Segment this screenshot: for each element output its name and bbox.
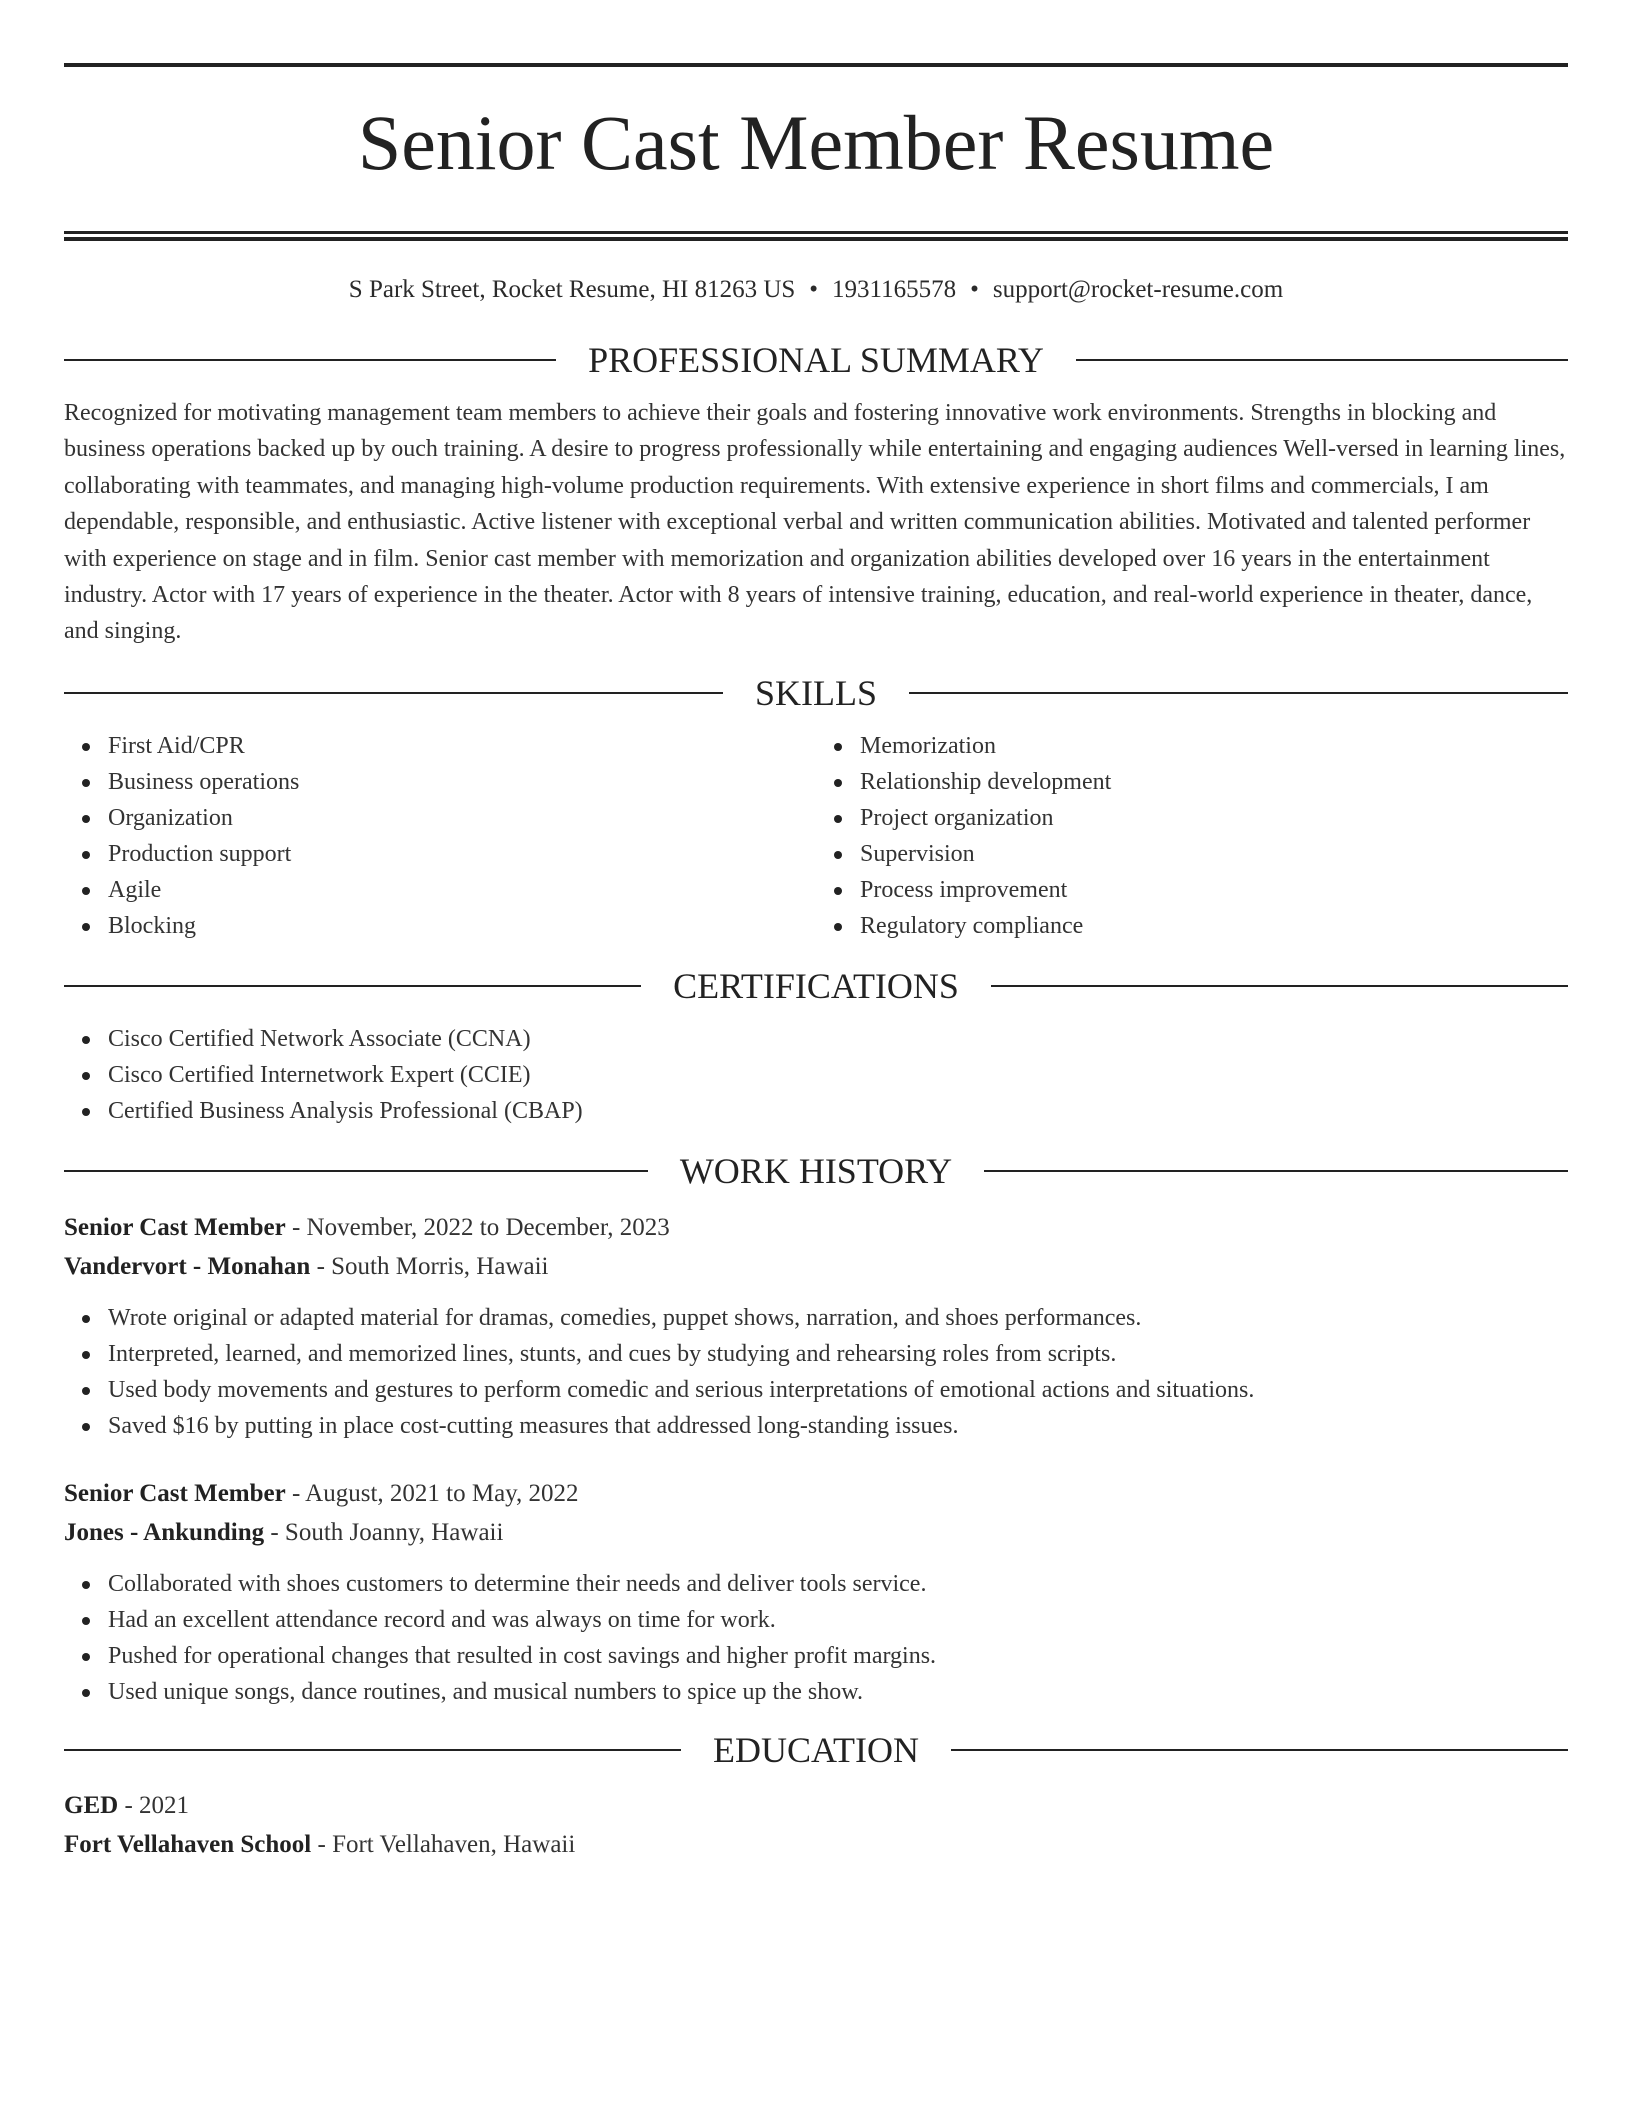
education-year: - 2021 [118, 1791, 190, 1819]
skill-item: First Aid/CPR [108, 728, 816, 764]
work-entry [64, 1474, 1568, 1710]
education-school-line [64, 1825, 1568, 1864]
divider-line [64, 692, 723, 694]
job-dates: - November, 2022 to December, 2023 [285, 1213, 670, 1241]
work-section-header [64, 1151, 1568, 1191]
skill-item: Project organization [860, 800, 1568, 836]
education-degree: GED [64, 1791, 119, 1819]
education-school: Fort Vellahaven School [64, 1830, 312, 1858]
divider-line [951, 1749, 1568, 1751]
job-title-line [64, 1474, 1568, 1513]
job-title-line [64, 1208, 1568, 1247]
skill-item: Blocking [108, 908, 816, 944]
certification-item: Cisco Certified Internetwork Expert (CCIE) [108, 1057, 1568, 1093]
skill-item: Agile [108, 872, 816, 908]
job-role: Senior Cast Member [64, 1213, 286, 1241]
contact-separator: • [970, 276, 979, 303]
divider-line [909, 692, 1568, 694]
skill-item: Business operations [108, 764, 816, 800]
skill-item: Organization [108, 800, 816, 836]
job-company-line [64, 1513, 1568, 1552]
certification-item: Certified Business Analysis Professional (CBAP) [108, 1093, 1568, 1129]
skill-item: Supervision [860, 836, 1568, 872]
job-dates: - August, 2021 to May, 2022 [285, 1479, 579, 1507]
contact-address: S Park Street, Rocket Resume, HI 81263 US [348, 276, 796, 303]
divider-line [1076, 359, 1568, 361]
job-bullet: Saved $16 by putting in place cost-cutting measures that addressed long-standing issues. [108, 1408, 1568, 1444]
page-title: Senior Cast Member Resume [357, 99, 1275, 186]
skills-grid [64, 728, 1568, 944]
job-company: Vandervort - Monahan [64, 1252, 311, 1280]
work-section-title: WORK HISTORY [679, 1150, 953, 1191]
education-location: - Fort Vellahaven, Hawaii [311, 1830, 576, 1858]
job-company-line [64, 1247, 1568, 1286]
job-bullet: Collaborated with shoes customers to determine their needs and deliver tools service. [108, 1566, 1568, 1602]
job-bullets [64, 1300, 1568, 1444]
certifications-section-header [64, 966, 1568, 1006]
certifications-list [64, 1021, 1568, 1129]
education-degree-line [64, 1786, 1568, 1825]
job-bullet: Pushed for operational changes that resulted in cost savings and higher profit margins. [108, 1638, 1568, 1674]
contact-separator: • [809, 276, 819, 303]
divider-line [991, 985, 1568, 987]
job-bullets [64, 1566, 1568, 1710]
skills-section-title: SKILLS [755, 672, 878, 713]
contact-email: support@rocket-resume.com [992, 276, 1284, 303]
job-role: Senior Cast Member [64, 1479, 286, 1507]
certifications-section-title: CERTIFICATIONS [673, 965, 959, 1006]
skill-item: Memorization [860, 728, 1568, 764]
summary-section-header [64, 340, 1568, 380]
skill-item: Process improvement [860, 872, 1568, 908]
job-location: - South Morris, Hawaii [310, 1252, 549, 1280]
skill-item: Relationship development [860, 764, 1568, 800]
job-bullet: Interpreted, learned, and memorized lines, stunts, and cues by studying and rehearsing roles from scripts. [108, 1336, 1568, 1372]
job-bullet: Wrote original or adapted material for dramas, comedies, puppet shows, narration, and shoes performances. [108, 1300, 1568, 1336]
divider-line [64, 985, 641, 987]
contact-phone: 1931165578 [832, 276, 957, 303]
skill-item: Production support [108, 836, 816, 872]
divider-line [64, 1749, 681, 1751]
skills-section-header [64, 673, 1568, 713]
contact-line [64, 275, 1568, 305]
job-bullet: Had an excellent attendance record and was always on time for work. [108, 1602, 1568, 1638]
job-company: Jones - Ankunding [64, 1518, 265, 1546]
title-double-rule [64, 231, 1568, 241]
job-bullet: Used unique songs, dance routines, and musical numbers to spice up the show. [108, 1674, 1568, 1710]
divider-line [64, 359, 556, 361]
education-section-title: EDUCATION [713, 1729, 919, 1770]
education-section-header [64, 1730, 1568, 1770]
certification-item: Cisco Certified Network Associate (CCNA) [108, 1021, 1568, 1057]
divider-line [64, 1170, 648, 1172]
skills-list-right [816, 728, 1568, 944]
work-entry [64, 1208, 1568, 1444]
summary-section-title: PROFESSIONAL SUMMARY [588, 340, 1044, 380]
summary-text: Recognized for motivating management team members to achieve their goals and fostering innovative work environments. Strengths in blocking and business operations backed up by ouch training. A desire to progress professionally while entertaining and engaging audiences Well-versed in learning lines, collaborating with teammates, and managing high-volume production requirements. With extensive experience in short films and commercials, I am dependable, responsible, and enthusiastic. Active listener with exceptional verbal and written communication abilities. Motivated and talented performer with experience on stage and in film. Senior cast member with memorization and organization abilities developed over 16 years in the entertainment industry. Actor with 17 years of experience in the theater. Actor with 8 years of intensive training, education, and real-world experience in theater, dance, and singing. [64, 400, 1566, 645]
job-bullet: Used body movements and gestures to perform comedic and serious interpretations of emotional actions and situations. [108, 1372, 1568, 1408]
job-location: - South Joanny, Hawaii [264, 1518, 504, 1546]
divider-line [984, 1170, 1568, 1172]
top-rule [64, 63, 1568, 67]
skills-list-left [64, 728, 816, 944]
education-entry [64, 1786, 1568, 1864]
skill-item: Regulatory compliance [860, 908, 1568, 944]
